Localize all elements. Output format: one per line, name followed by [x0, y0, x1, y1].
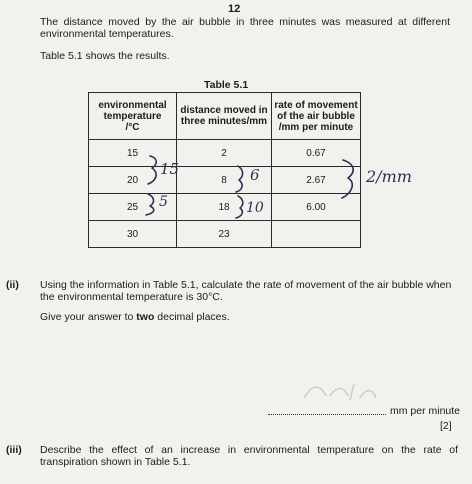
question-text: Describe the effect of an increase in environmental temperature on the rate of transpiration shown in Table 5.1. — [40, 444, 458, 468]
handwritten-note: 2/mm — [366, 167, 412, 186]
instruction-text: Give your answer to — [40, 311, 137, 323]
cell-temperature: 25 — [89, 194, 177, 221]
question-text: Using the information in Table 5.1, calculate the rate of movement of the air bubble when the environmental temperature is 30°C. — [40, 279, 452, 303]
header-line: of the air bubble — [277, 110, 355, 122]
cell-temperature: 20 — [89, 167, 177, 194]
table-reference: Table 5.1 shows the results. — [40, 50, 170, 62]
cell-distance: 23 — [177, 221, 272, 248]
handwritten-difference: 10 — [246, 200, 264, 216]
intro-text: The distance moved by the air bubble in three minutes was measured at different environmental temperatures. — [40, 16, 450, 40]
handwritten-bracket — [236, 166, 243, 192]
header-line: distance moved in — [180, 105, 268, 116]
handwritten-bracket — [236, 196, 243, 218]
cell-rate: 0.67 — [272, 140, 361, 167]
header-line: environmental — [98, 99, 167, 111]
answer-line[interactable] — [268, 406, 386, 415]
cell-distance: 18 — [177, 194, 272, 221]
answer-unit: mm per minute — [390, 405, 461, 417]
handwritten-bracket — [342, 160, 353, 198]
instruction-text: decimal places. — [154, 311, 230, 323]
handwritten-difference: 5 — [159, 194, 168, 210]
header-line: /°C — [125, 121, 140, 133]
header-line: temperature — [103, 110, 162, 122]
instruction-emphasis: two — [136, 311, 155, 323]
header-line: rate of movement — [274, 99, 358, 111]
bleed-through-marks — [300, 378, 380, 406]
question-number: (iii) — [6, 444, 22, 456]
question-number: (ii) — [6, 279, 19, 291]
cell-distance: 2 — [177, 140, 272, 167]
cell-temperature: 15 — [89, 140, 177, 167]
handwritten-bracket — [146, 194, 154, 215]
handwritten-difference: 6 — [250, 166, 260, 184]
cell-rate: 2.67 — [272, 167, 361, 194]
handwritten-bracket — [148, 156, 156, 184]
header-line: /mm per minute — [278, 121, 354, 133]
cell-rate: 6.00 — [272, 194, 361, 221]
table-title: Table 5.1 — [204, 79, 249, 91]
handwritten-difference: 15 — [160, 160, 180, 178]
cell-temperature: 30 — [89, 221, 177, 248]
marks-label: [2] — [440, 420, 452, 432]
page-number: 12 — [228, 3, 241, 15]
cell-distance: 8 — [177, 167, 272, 194]
header-line: three minutes/mm — [180, 116, 268, 127]
question-instruction — [40, 311, 230, 323]
